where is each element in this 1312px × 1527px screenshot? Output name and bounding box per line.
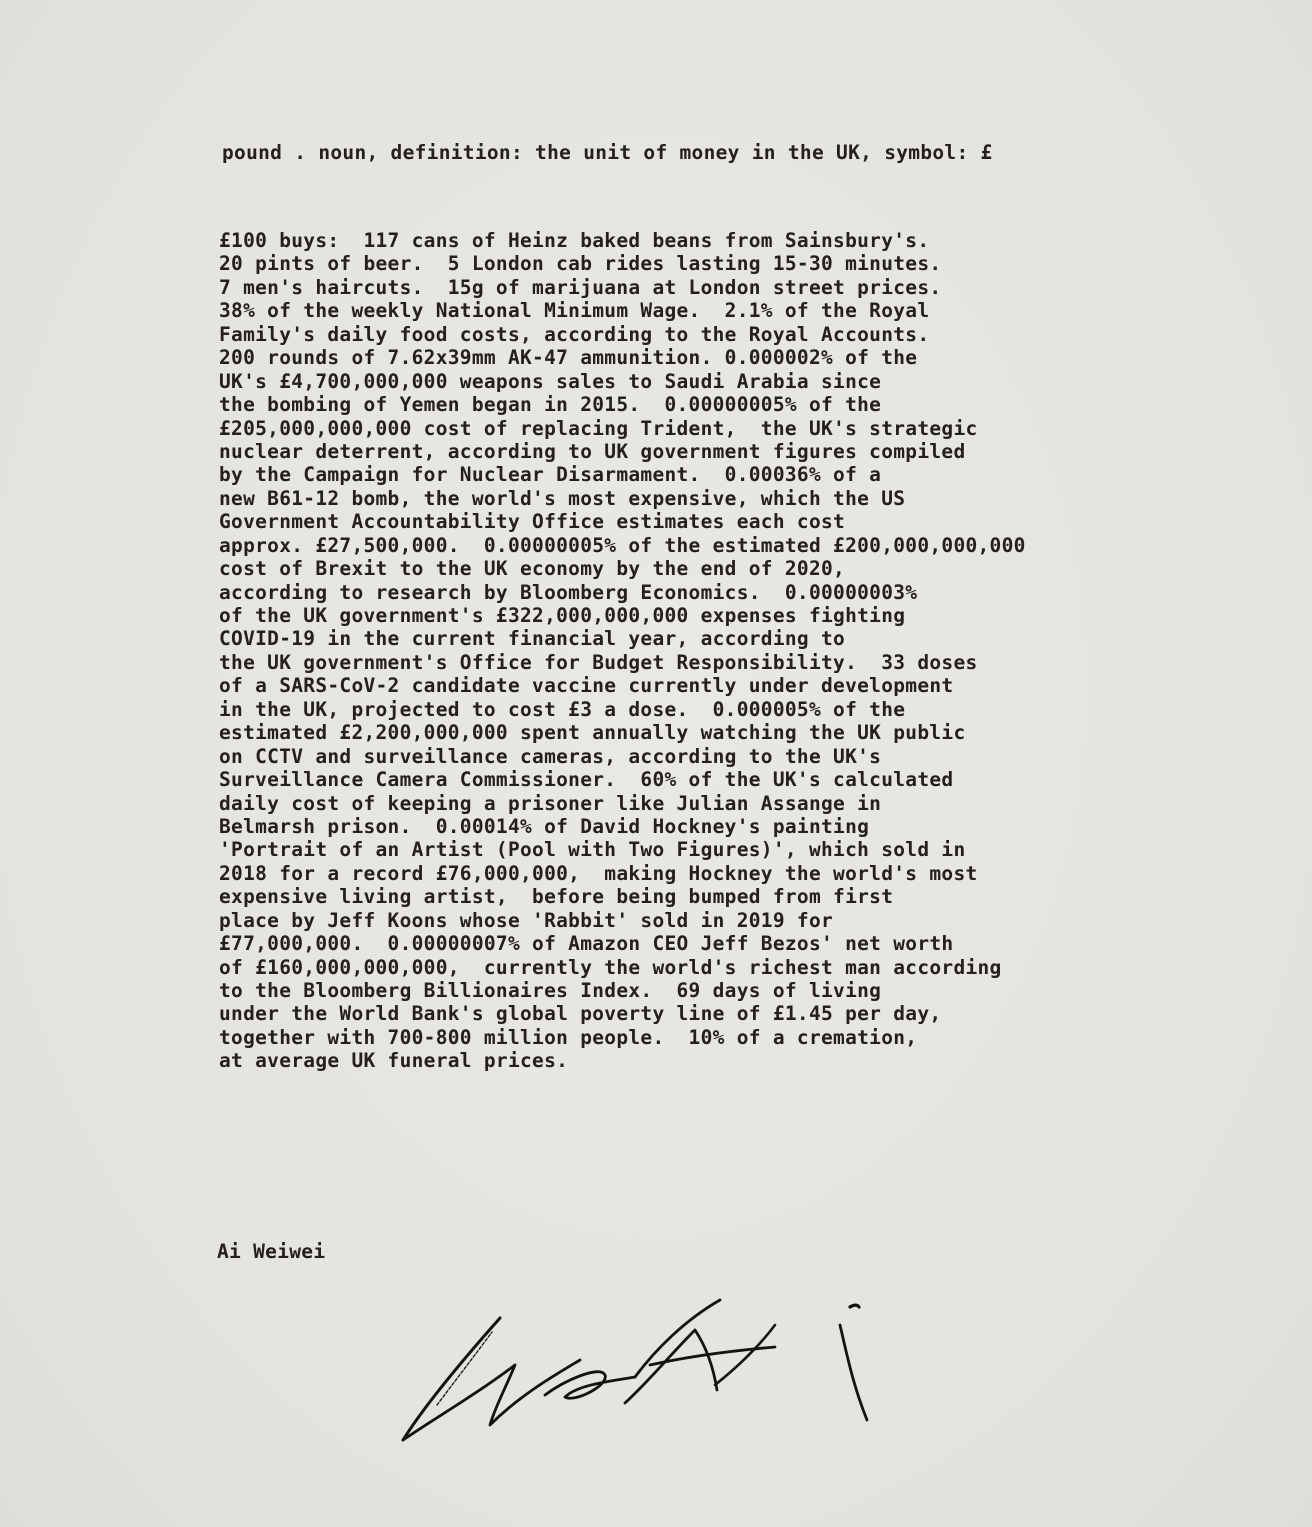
body-text-line: 20 pints of beer. 5 London cab rides lasting 15-30 minutes. bbox=[219, 252, 942, 276]
body-text-line: daily cost of keeping a prisoner like Julian Assange in bbox=[219, 791, 882, 815]
body-text-line: £205,000,000,000 cost of replacing Trident, the UK's strategic bbox=[219, 416, 978, 440]
body-text-line: expensive living artist, before being bumped from first bbox=[219, 885, 894, 909]
body-text-line: cost of Brexit to the UK economy by the end of 2020, bbox=[219, 557, 846, 581]
body-text-line: of the UK government's £322,000,000,000 expenses fighting bbox=[219, 604, 906, 627]
body-text-line: of £160,000,000,000, currently the world's richest man according bbox=[219, 955, 1002, 979]
body-text-line: COVID-19 in the current financial year, according to bbox=[219, 627, 846, 651]
handwritten-signature bbox=[395, 1285, 885, 1450]
body-text-line: UK's £4,700,000,000 weapons sales to Saudi Arabia since bbox=[219, 369, 882, 393]
body-text-line: Family's daily food costs, according to the Royal Accounts. bbox=[219, 322, 930, 346]
body-text-line: Government Accountability Office estimates each cost bbox=[219, 510, 846, 534]
body-text-line: Surveillance Camera Commissioner. 60% of the UK's calculated bbox=[219, 768, 954, 792]
body-text-line: at average UK funeral prices. bbox=[219, 1049, 569, 1073]
body-text-line: 38% of the weekly National Minimum Wage. 2.1% of the Royal bbox=[219, 299, 930, 323]
body-text-line: to the Bloomberg Billionaires Index. 69 days of living bbox=[219, 979, 882, 1002]
body-text-line: under the World Bank's global poverty line of £1.45 per day, bbox=[219, 1002, 942, 1026]
definition-line: pound . noun, definition: the unit of money in the UK, symbol: £ bbox=[222, 141, 993, 164]
body-text-line: nuclear deterrent, according to UK government figures compiled bbox=[219, 439, 966, 463]
body-text-line: 'Portrait of an Artist (Pool with Two Figures)', which sold in bbox=[219, 838, 966, 862]
body-text-line: 7 men's haircuts. 15g of marijuana at London street prices. bbox=[219, 275, 942, 299]
body-text-line: together with 700-800 million people. 10% of a cremation, bbox=[219, 1025, 918, 1049]
body-text-line: according to research by Bloomberg Economics. 0.00000003% bbox=[219, 580, 918, 604]
author-name: Ai Weiwei bbox=[217, 1240, 326, 1263]
typed-body-text bbox=[219, 229, 1026, 1073]
body-text-line: £77,000,000. 0.00000007% of Amazon CEO Jeff Bezos' net worth bbox=[219, 932, 954, 956]
body-text-line: estimated £2,200,000,000 spent annually watching the UK public bbox=[219, 721, 966, 745]
body-text-line: in the UK, projected to cost £3 a dose. 0.000005% of the bbox=[219, 697, 906, 721]
body-text-line: the UK government's Office for Budget Responsibility. 33 doses bbox=[219, 650, 978, 674]
body-text-line: approx. £27,500,000. 0.00000005% of the estimated £200,000,000,000 bbox=[219, 533, 1026, 557]
body-text-line: 2018 for a record £76,000,000, making Hockney the world's most bbox=[219, 861, 978, 885]
body-text-line: Belmarsh prison. 0.00014% of David Hockney's painting bbox=[219, 814, 870, 838]
body-text-line: £100 buys: 117 cans of Heinz baked beans from Sainsbury's. bbox=[219, 229, 930, 252]
body-text-line: place by Jeff Koons whose 'Rabbit' sold in 2019 for bbox=[219, 908, 834, 932]
body-text-line: new B61-12 bomb, the world's most expensive, which the US bbox=[219, 486, 906, 510]
body-text-line: 200 rounds of 7.62x39mm AK-47 ammunition. 0.000002% of the bbox=[219, 346, 918, 370]
body-text-line: by the Campaign for Nuclear Disarmament. 0.00036% of a bbox=[219, 463, 882, 487]
body-text-line: of a SARS-CoV-2 candidate vaccine currently under development bbox=[219, 674, 954, 698]
body-text-line: on CCTV and surveillance cameras, according to the UK's bbox=[219, 744, 882, 768]
body-text-line: the bombing of Yemen began in 2015. 0.00000005% of the bbox=[219, 393, 882, 417]
